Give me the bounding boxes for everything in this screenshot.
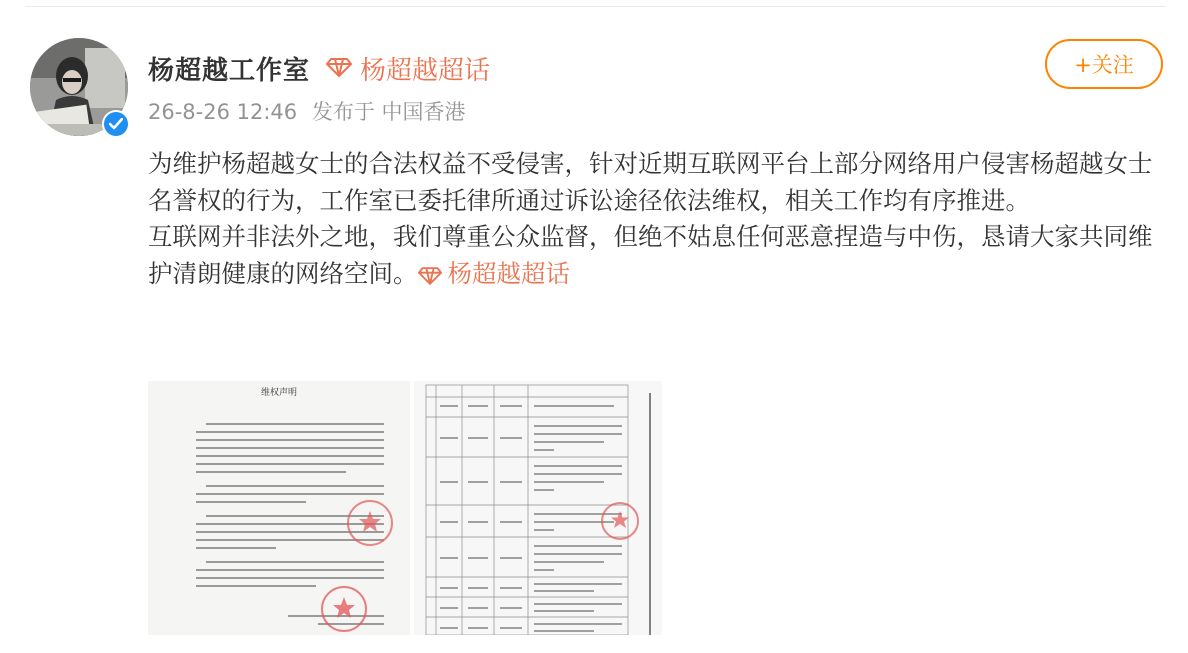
post-paragraph-1: 为维护杨超越女士的合法权益不受侵害，针对近期互联网平台上部分网络用户侵害杨超越女士名誉权的行为，工作室已委托律所通过诉讼途径依法维权，相关工作均有序推进。 bbox=[148, 149, 1153, 215]
diamond-icon bbox=[418, 266, 442, 285]
post-paragraph-2-text: 互联网并非法外之地，我们尊重公众监督，但绝不姑息任何恶意捏造与中伤，恳请大家共同维护清朗健康的网络空间。 bbox=[148, 222, 1153, 288]
top-divider bbox=[25, 6, 1165, 7]
diamond-icon bbox=[326, 54, 352, 84]
post-body bbox=[148, 146, 1168, 292]
post-source: 发布于 中国香港 bbox=[311, 100, 466, 124]
inline-topic-label: 杨超越超话 bbox=[447, 258, 570, 288]
post-paragraph-2 bbox=[148, 219, 1168, 292]
statement-image[interactable] bbox=[148, 381, 410, 635]
header-topic-link[interactable] bbox=[326, 50, 490, 87]
verified-badge-icon bbox=[102, 110, 130, 138]
follow-button[interactable]: +关注 bbox=[1045, 39, 1163, 89]
inline-topic-link[interactable] bbox=[418, 259, 571, 288]
table-image[interactable] bbox=[414, 381, 662, 635]
header-topic-label: 杨超越超话 bbox=[360, 56, 491, 86]
post-meta bbox=[148, 96, 474, 126]
author-name[interactable]: 杨超越工作室 bbox=[148, 56, 311, 86]
post-date[interactable]: 26-8-26 12:46 bbox=[148, 100, 298, 124]
statement-title: 维权声明 bbox=[260, 388, 298, 398]
